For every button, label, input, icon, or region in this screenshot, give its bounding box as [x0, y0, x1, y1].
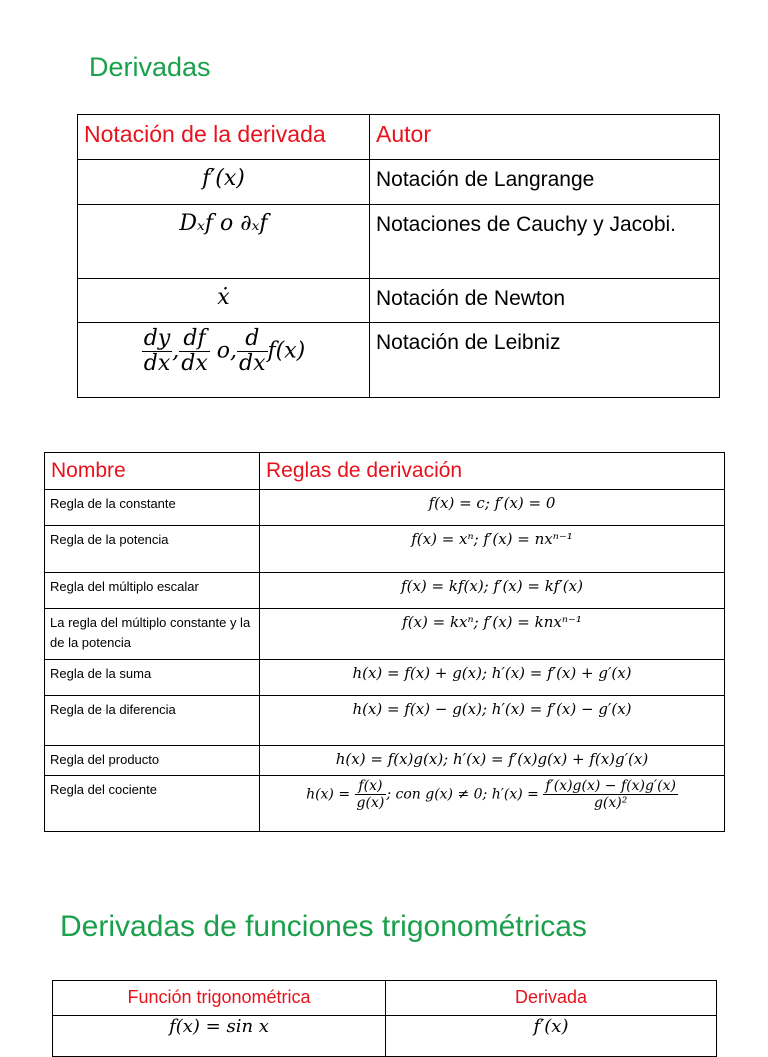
- fraction: $\frac{dy}{dx}$: [143, 326, 171, 376]
- author-cell: Notación de Langrange: [370, 160, 720, 205]
- derivative-cell: f′(x): [386, 1016, 717, 1057]
- rule-formula-cell: f(x) = c; f′(x) = 0: [260, 490, 725, 526]
- table-row: [78, 279, 720, 323]
- table-row: [45, 609, 725, 660]
- table-row: [45, 696, 725, 746]
- author-cell: Notaciones de Cauchy y Jacobi.: [370, 205, 720, 279]
- fraction: $\frac{df}{dx}$: [181, 326, 208, 376]
- rule-name-cell: La regla del múltiplo constante y la de la potencia: [45, 609, 260, 660]
- table-row: [53, 1016, 717, 1057]
- column-header-name: Nombre: [45, 453, 260, 490]
- table-row: [45, 490, 725, 526]
- fraction: $\frac{f(x)}{g(x)}$: [356, 778, 385, 811]
- table-row: [78, 205, 720, 279]
- table-row: [78, 160, 720, 205]
- trig-table: [52, 980, 717, 1057]
- rule-formula-cell: f(x) = xⁿ; f′(x) = nxⁿ⁻¹: [260, 526, 725, 573]
- page-title: Derivadas: [89, 52, 211, 82]
- rule-formula-cell: f(x) = kf(x); f′(x) = kf′(x): [260, 573, 725, 609]
- table-header-row: [45, 453, 725, 490]
- fraction: $\frac{f'(x)g(x) - f(x)g'(x)}{\text{g(x)²}}$: [545, 778, 676, 811]
- rule-name-cell: Regla de la suma: [45, 660, 260, 696]
- rule-formula-cell: h(x) = f(x) − g(x); h′(x) = f′(x) − g′(x): [260, 696, 725, 746]
- rule-name-cell: Regla del producto: [45, 746, 260, 776]
- column-header-rules: Reglas de derivación: [260, 453, 725, 490]
- rule-name-cell: Regla de la constante: [45, 490, 260, 526]
- rule-formula-cell: f(x) = kxⁿ; f′(x) = knxⁿ⁻¹: [260, 609, 725, 660]
- column-header-author: Autor: [370, 115, 720, 160]
- rule-name-cell: Regla de la potencia: [45, 526, 260, 573]
- function-cell: f(x) = sin x: [53, 1016, 386, 1057]
- rule-formula-cell: h(x) = $\frac{f(x)}{g(x)}$ ; con g(x) ≠ 0; h′(x) = $\frac{f'(x)g(x) - f(x)g'(x)}{\text{g(x)²}}$: [260, 776, 725, 832]
- author-cell: Notación de Newton: [370, 279, 720, 323]
- notation-cell: f′(x): [78, 160, 370, 205]
- rule-name-cell: Regla del cociente: [45, 776, 260, 832]
- column-header-function: Función trigonométrica: [53, 981, 386, 1016]
- table-row: [78, 323, 720, 398]
- notation-cell: Dₓf o ∂ₓf: [78, 205, 370, 279]
- table-row: [45, 746, 725, 776]
- column-header-derivative: Derivada: [386, 981, 717, 1016]
- column-header-notation: Notación de la derivada: [78, 115, 370, 160]
- notation-cell: $\frac{dy}{dx}$ , $\frac{df}{dx}$ o, $\frac{d}{dx}$ f(x): [78, 323, 370, 398]
- rule-formula-cell: h(x) = f(x)g(x); h′(x) = f′(x)g(x) + f(x)g′(x): [260, 746, 725, 776]
- table-row: [45, 660, 725, 696]
- fraction: $\frac{d}{dx}$: [239, 326, 266, 376]
- section-title-trig: Derivadas de funciones trigonométricas: [60, 910, 587, 943]
- table-header-row: [53, 981, 717, 1016]
- rule-name-cell: Regla del múltiplo escalar: [45, 573, 260, 609]
- rule-name-cell: Regla de la diferencia: [45, 696, 260, 746]
- rule-formula-cell: h(x) = f(x) + g(x); h′(x) = f′(x) + g′(x): [260, 660, 725, 696]
- author-cell: Notación de Leibniz: [370, 323, 720, 398]
- notation-cell: ẋ: [78, 279, 370, 323]
- table-row: [45, 776, 725, 832]
- table-row: [45, 526, 725, 573]
- table-row: [45, 573, 725, 609]
- rules-table: [44, 452, 725, 832]
- notation-table: [77, 114, 720, 398]
- table-header-row: [78, 115, 720, 160]
